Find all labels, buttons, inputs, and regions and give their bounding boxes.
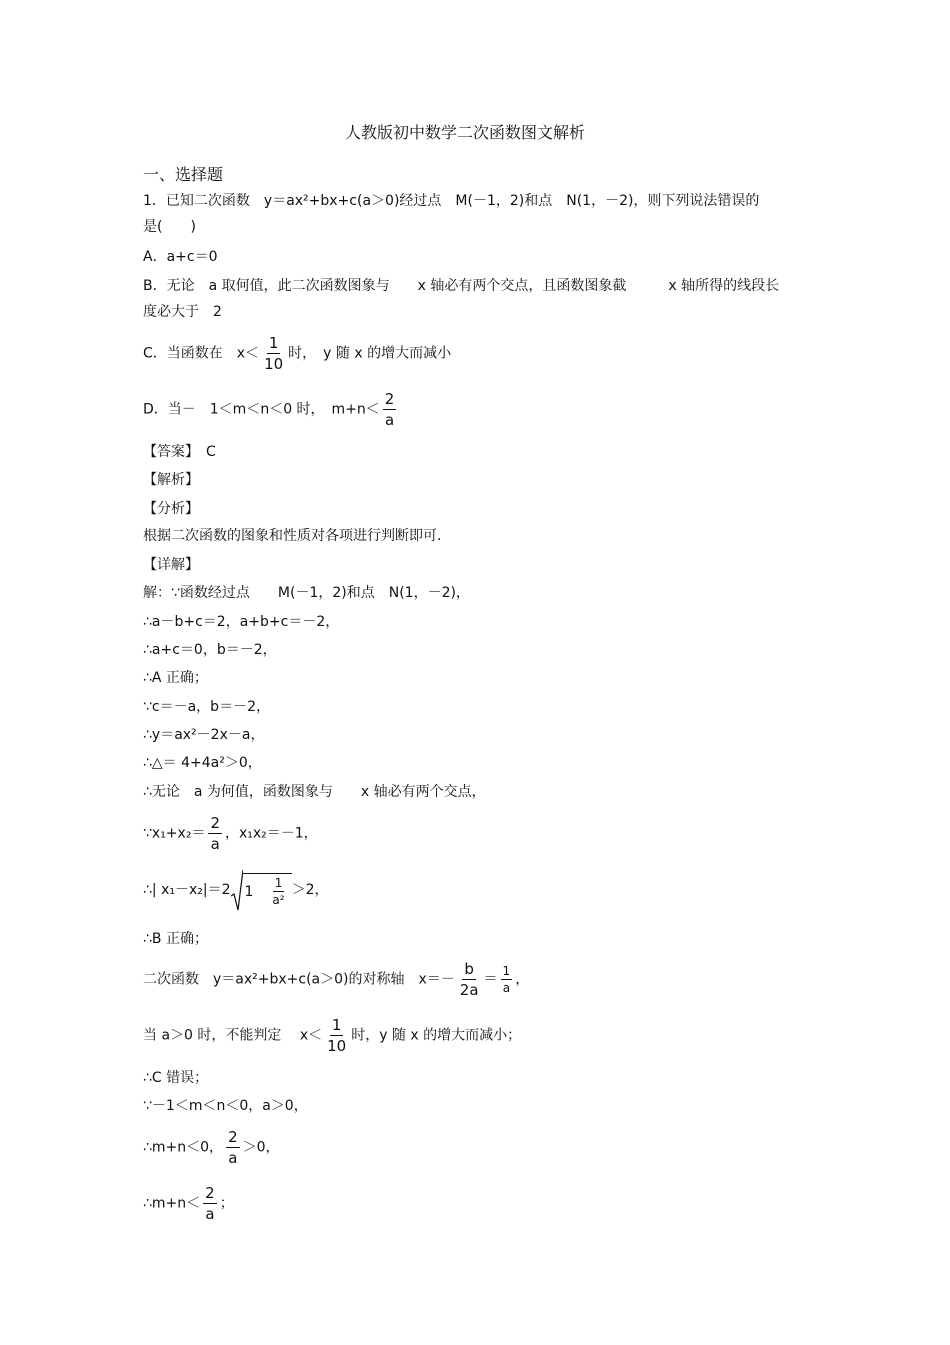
solution-step: ∴无论 a 为何值，函数图象与 x 轴必有两个交点， [143, 784, 486, 800]
fraction [458, 960, 481, 999]
step-prefix: ∴m+n＜ [143, 1195, 201, 1212]
fraction-denominator: a [228, 1149, 238, 1167]
step-prefix: 二次函数 y＝ax²+bx+c(a＞0)的对称轴 x＝－ [143, 971, 455, 988]
jiexi-heading: 【解析】 [143, 472, 199, 488]
step-prefix: ∵x₁+x₂＝ [143, 825, 206, 842]
fraction-numerator: 2 [205, 1184, 215, 1202]
solution-step: ∴B 正确； [143, 931, 208, 947]
fraction [203, 1184, 217, 1223]
option-a: A．a+c＝0 [143, 249, 218, 265]
option-c-prefix: C．当函数在 x＜ [143, 345, 260, 362]
solution-step-d1 [143, 1128, 280, 1167]
fraction-denominator: a² [272, 893, 285, 907]
fraction [208, 814, 222, 853]
option-b-line1: B．无论 a 取何值，此二次函数图象与 x 轴必有两个交点，且函数图象截 x 轴所得的线段长 [143, 278, 780, 294]
question-stem-line2: 是( ) [143, 219, 196, 235]
step-suffix: ，x₁x₂＝－1， [224, 825, 318, 842]
fraction [262, 334, 285, 373]
fraction-numerator: 2 [384, 390, 395, 408]
solution-step-distance [143, 868, 329, 912]
option-b-line2: 度必大于 2 [143, 304, 222, 320]
fraction-numerator: 1 [502, 964, 511, 978]
option-c [143, 334, 451, 373]
step-prefix: ∴| x₁－x₂|＝2 [143, 882, 231, 898]
solution-step: ∴A 正确； [143, 670, 208, 686]
step-suffix: ， [515, 971, 530, 988]
step-prefix: ∴m+n＜0， [143, 1139, 224, 1156]
solution-step-vieta [143, 814, 318, 853]
fraction-numerator: 1 [268, 334, 279, 352]
solution-step-d2 [143, 1184, 234, 1223]
fraction [226, 1128, 240, 1167]
solution-step: ∴C 错误； [143, 1070, 209, 1086]
solution-step: ∴△＝ 4+4a²＞0， [143, 755, 262, 771]
fraction-denominator: a [205, 1205, 215, 1223]
fraction-denominator: 10 [264, 355, 284, 373]
fraction-denominator: 10 [327, 1037, 347, 1055]
option-d [143, 390, 399, 429]
question-stem-line1: 1．已知二次函数 y＝ax²+bx+c(a＞0)经过点 M(－1，2)和点 N(1，－2)，则下列说法错误的 [143, 193, 760, 209]
fraction-numerator: 1 [274, 876, 283, 890]
fenxi-heading: 【分析】 [143, 501, 199, 517]
fraction-denominator: 2a [459, 981, 479, 999]
fraction-denominator: a [210, 835, 220, 853]
section-heading: 一、选择题 [143, 165, 224, 184]
solution-step: 解：∵函数经过点 M(－1，2)和点 N(1，－2)， [143, 585, 470, 601]
solution-step-axis [143, 960, 529, 999]
step-suffix: ＞0， [242, 1139, 280, 1156]
radicand-one: 1 [244, 883, 254, 900]
answer: 【答案】 C [143, 444, 216, 460]
equals-sign: ＝ [483, 971, 498, 988]
page-title: 人教版初中数学二次函数图文解析 [344, 123, 585, 142]
step-suffix: ； [219, 1195, 234, 1212]
fraction [270, 876, 286, 907]
xiangjie-heading: 【详解】 [143, 557, 199, 573]
fraction [325, 1016, 348, 1055]
fraction-numerator: 2 [228, 1128, 238, 1146]
fraction-denominator: a [502, 981, 511, 995]
radicand [243, 873, 292, 907]
option-c-suffix: 时， y 随 x 的增大而减小 [288, 345, 452, 362]
fraction-numerator: 2 [210, 814, 220, 832]
fraction-numerator: 1 [331, 1016, 342, 1034]
solution-step: ∴a－b+c＝2，a+b+c＝－2， [143, 614, 340, 630]
option-d-prefix: D．当－ 1＜m＜n＜0 时， m+n＜ [143, 401, 380, 418]
radical-sign-icon [231, 868, 243, 912]
step-prefix: 当 a＞0 时，不能判定 x＜ [143, 1027, 323, 1044]
fraction-denominator: a [384, 411, 395, 429]
solution-step: ∴y＝ax²－2x－a， [143, 727, 265, 743]
solution-step: ∵－1＜m＜n＜0，a＞0， [143, 1098, 308, 1114]
solution-step: ∴a+c＝0，b＝－2， [143, 642, 277, 658]
solution-step-c [143, 1016, 521, 1055]
step-suffix: ＞2， [291, 882, 329, 898]
fenxi-text: 根据二次函数的图象和性质对各项进行判断即可. [143, 528, 442, 544]
step-suffix: 时，y 随 x 的增大而减小； [351, 1027, 522, 1044]
fraction [383, 390, 397, 429]
fraction [501, 964, 513, 995]
solution-step: ∵c＝－a，b＝－2， [143, 699, 270, 715]
square-root [231, 868, 292, 912]
fraction-numerator: b [464, 960, 474, 978]
